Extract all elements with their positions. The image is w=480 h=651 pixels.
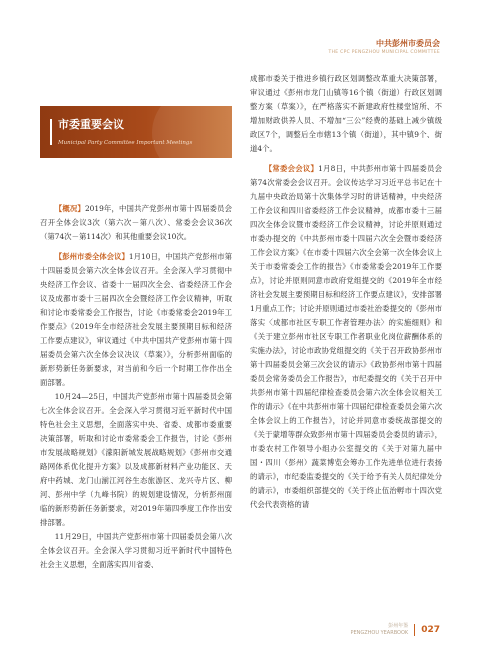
paragraph-tag: 【彭州市委全体会议】 [54, 252, 129, 261]
paragraph-continued [250, 72, 442, 156]
section-banner [40, 106, 232, 158]
paragraph-tag: 【常委会会议】 [264, 164, 319, 173]
footer-magazine-name: 彭州年鉴 [388, 623, 409, 629]
paragraph-text: 2019年，中国共产党彭州市第十四届委员会召开全体会议3次（第六次－第八次）、常委会会议36次（第74次－第114次）和其他重要会议10次。 [40, 204, 232, 241]
page-number: 027 [421, 625, 440, 635]
paragraph-plenary-7 [40, 390, 232, 530]
right-column [250, 72, 442, 512]
running-header [329, 38, 440, 55]
paragraph-text: 成都市委关于推进乡镇行政区划调整改革重大决策部署，审议通过《彭州市龙门山镇等16个镇（街道）行政区划调整方案（草案）》，在严格落实不新建政府性楼堂馆所、不增加财政供养人员、不增加“三公”经费的基础上减少镇级政区7个，调整后全市辖13个镇（街道），其中镇9个、街道4个。 [250, 74, 442, 153]
footer-magazine-sub: PENGZHOU YEARBOOK [350, 630, 409, 636]
paragraph-text: 1月8日，中共彭州市第十四届委员会第74次常委会会议召开。会议传达学习习近平总书记在十九届中央政治局第十次集体学习时的讲话精神，中央经济工作会议和四川省委经济工作会议精神，成都市委十三届四次全体会议暨市委经济工作会议精神，讨论并原则通过市委办提交的《中共彭州市委十四届六次全会暨市委经济工作会议方案》《在市委十四届六次全会第一次全体会议上关于市委常委会工作的报告》《市委常委会2019年工作要点》，讨论并原则同意市政府党组提交的《2019年全市经济社会发展主要预期目标和经济工作要点建议》，安排部署1月重点工作；讨论并原则通过市委社治委提交的《彭州市落实〈成都市社区专职工作者管理办法〉的实施细则》和《关于建立彭州市社区专职工作者职业化岗位薪酬体系的实施办法》，讨论市政协党组提交的《关于召开政协彭州市第十四届委员会第三次会议的请示》《政协彭州市第十四届委员会常务委员会工作报告》，市纪委提交的《关于召开中共彭州市第十四届纪律检查委员会第六次全体会议相关工作的请示》《在中共彭州市第十四届纪律检查委员会第六次全体会议上的工作报告》，讨论并同意市委统战部提交的《关于蒙增等群众致彭州市第十四届委员会委员的请示》，市委农村工作领导小组办公室提交的《关于对第九届中国・四川（彭州）蔬菜博览会筹办工作先进单位进行表扬的请示》，市纪委监委提交的《关于给予有关人员纪律处分的请示》，市委组织部提交的《关于终止伍治孵市十四次党代会代表资格的请 [250, 164, 442, 509]
header-subtitle: THE CPC PENGZHOU MUNICIPAL COMMITTEE [328, 50, 440, 55]
left-column [40, 72, 232, 572]
footer-separator [414, 624, 415, 636]
paragraph-tag: 【概况】 [54, 204, 85, 213]
paragraph-standing-committee [250, 162, 442, 512]
paragraph-overview [40, 202, 232, 244]
banner-accent-bar [50, 119, 52, 145]
paragraph-text: 1月10日，中国共产党彭州市第十四届委员会第六次全体会议召开。全会深入学习贯彻中央经济工作会议、省委十一届四次全会、省委经济工作会议及成都市委十三届四次全会暨经济工作会议精神，听取和讨论市委常委会工作报告，讨论《市委常委会2019年工作要点》《2019年全市经济社会发展主要预期目标和经济工作要点建议》，审议通过《中共中国共产党彭州市第十四届委员会第六次全体会议决议（草案）》，分析彭州面临的新形势新任务新要求，对当前和今后一个时期工作作出全面部署。 [40, 252, 232, 387]
paragraph-text: 10月24—25日，中国共产党彭州市第十四届委员会第七次全体会议召开。全会深入学习贯彻习近平新时代中国特色社会主义思想，全面落实中央、省委、成都市委重要决策部署，听取和讨论市委常委会工作报告，讨论《彭州市发展战略规划》《濛阳新城发展战略规划》《彭州市交通路网体系优化提升方案》以及成都新材料产业功能区、天府中药城、龙门山湔江河谷生态旅游区、龙兴寺片区、柳河、彭州中学（九峰书院）的规划建设情况，分析彭州面临的新形势新任务新要求，对2019年第四季度工作作出安排部署。 [40, 392, 232, 527]
paragraph-text: 11月29日，中国共产党彭州市第十四届委员会第八次全体会议召开。全会深入学习贯彻习近平新时代中国特色社会主义思想，全面落实四川省委、 [40, 532, 232, 569]
paragraph-plenary [40, 250, 232, 390]
footer-magazine [350, 623, 408, 637]
section-title: 市委重要会议 [58, 118, 124, 131]
paragraph-plenary-8 [40, 530, 232, 572]
header-title: 中共彭州市委员会 [376, 39, 440, 48]
page-footer [350, 623, 440, 637]
section-subtitle: Municipal Party Committee Important Meetings [58, 140, 193, 146]
